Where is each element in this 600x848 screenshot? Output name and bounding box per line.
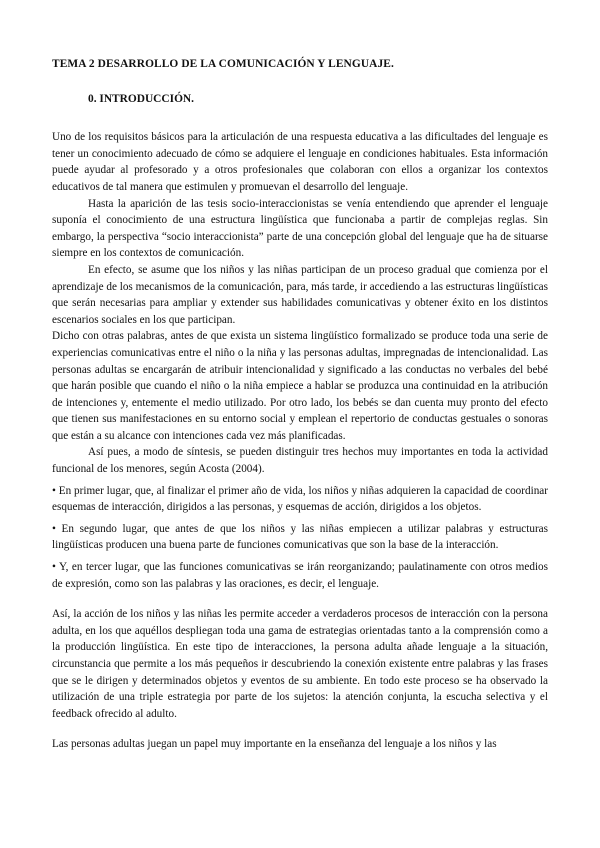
paragraph-3: En efecto, se asume que los niños y las niñas participan de un proceso gradual que comienza por el aprendizaje de los mecanismos de la comunicación, para, más tarde, ir accediendo a las estructuras lingüísticas que serán necesarias para ampliar y extender sus habilidades comunicativas y obtener éxito en los distintos escenarios sociales en los que participan. xyxy=(52,263,548,326)
paragraph-6: Así, la acción de los niños y las niñas les permite acceder a verdaderos procesos de interacción con la persona adulta, en los que aquéllos despliegan toda una gama de estrategias orientadas tanto a la comprensión como a la producción lingüística. En este tipo de interacciones, la persona adulta añade lenguaje a la situación, circunstancia que permite a los más pequeños ir descubriendo la conexión existente entre palabras y las frases que se le dirigen y determinados objetos y eventos de su ambiente. En todo este proceso se ha observado la utilización de una triple estrategia por parte de los sujetos: la atención conjunta, la escucha selectiva y el feedback ofrecido al adulto. xyxy=(52,608,548,720)
document-page xyxy=(52,56,548,753)
paragraph-1: Uno de los requisitos básicos para la articulación de una respuesta educativa a las dificultades del lenguaje es tener un conocimiento adecuado de cómo se adquiere el lenguaje en condiciones habituales. Esta información puede ayudar al profesorado y a otros profesionales que colaboran con ellos a organizar los contextos educativos de tal manera que estimulen y promuevan el desarrollo del lenguaje. xyxy=(52,131,548,193)
paragraph-2: Hasta la aparición de las tesis socio-interaccionistas se venía entendiendo que aprender el lenguaje suponía el conocimiento de una estructura lingüística que funcionaba a partir de complejas reglas. Sin embargo, la perspectiva “socio interaccionista” parte de una concepción global del lenguaje que ha de situarse siempre en los contextos de comunicación. xyxy=(52,197,548,260)
bullet-item-2: • En segundo lugar, que antes de que los niños y las niñas empiecen a utilizar palabras y estructuras lingüísticas producen una buena parte de funciones comunicativas que son la base de la interacción. xyxy=(52,522,548,552)
bullet-item-1: • En primer lugar, que, al finalizar el primer año de vida, los niños y niñas adquieren la capacidad de coordinar esquemas de interacción, dirigidos a las personas, y esquemas de acción, dirigidos a los objetos. xyxy=(52,484,548,514)
paragraph-5: Así pues, a modo de síntesis, se pueden distinguir tres hechos muy importantes en toda la actividad funcional de los menores, según Acosta (2004). xyxy=(52,446,548,476)
paragraph-4: Dicho con otras palabras, antes de que exista un sistema lingüístico formalizado se produce toda una serie de experiencias comunicativas entre el niño o la niña y las personas adultas, impregnadas de intencionalidad. Las personas adultas se encargarán de atribuir intencionalidad y significado a las conductas no verbales del bebé que harán posible que cuando el niño o la niña empiece a hablar se produzca una continuidad en la atribución de intenciones y, entemente el medio utilizado. Por otro lado, los bebés se dan cuenta muy pronto del efecto que tienen sus manifestaciones en su entorno social y emplean el repertorio de conductas gestuales o sonoras que están a su alcance con intenciones cada vez más planificadas. xyxy=(52,330,548,442)
paragraph-7: Las personas adultas juegan un papel muy importante en la enseñanza del lenguaje a los niños y las xyxy=(52,738,497,751)
document-title: TEMA 2 DESARROLLO DE LA COMUNICACIÓN Y LENGUAJE. xyxy=(52,58,394,70)
section-title: 0. INTRODUCCIÓN. xyxy=(88,92,195,105)
bullet-item-3: • Y, en tercer lugar, que las funciones comunicativas se irán reorganizando; paulatinamente con otros medios de expresión, como son las palabras y las oraciones, es decir, el lenguaje. xyxy=(52,561,548,590)
